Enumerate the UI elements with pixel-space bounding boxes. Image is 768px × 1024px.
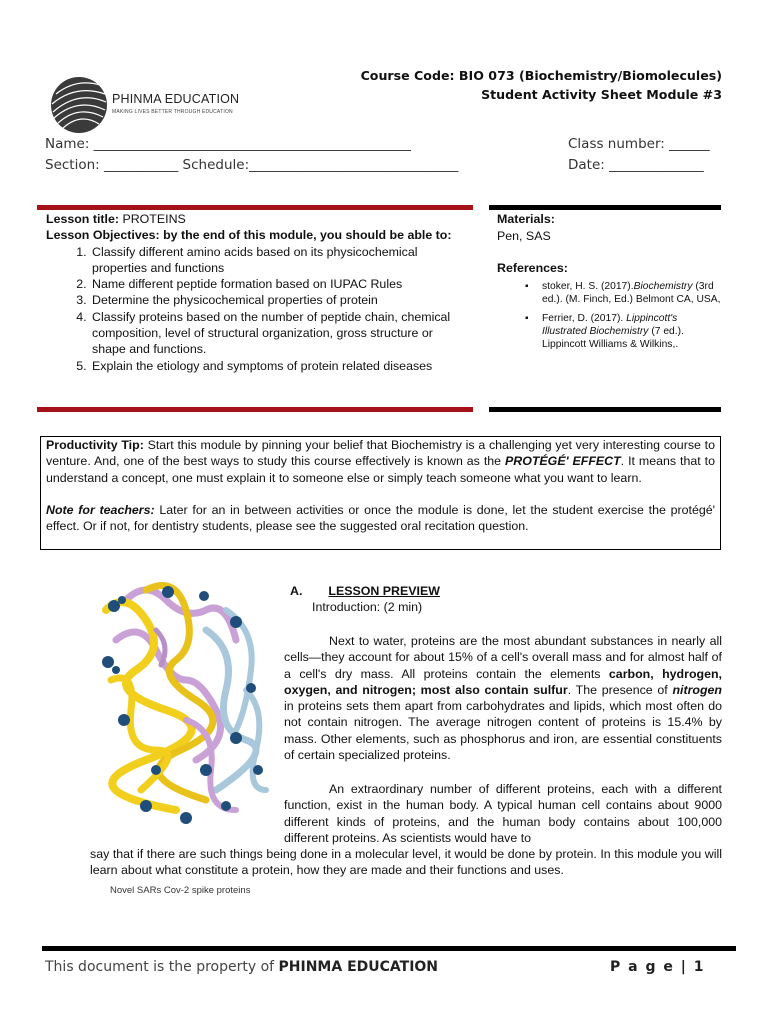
lesson-top-bar [37, 205, 473, 210]
image-caption: Novel SARs Cov-2 spike proteins [110, 885, 251, 896]
objectives-label: Lesson Objectives: by the end of this module, you should be able to: [46, 228, 452, 243]
materials-value: Pen, SAS [497, 228, 551, 243]
references-list [525, 280, 722, 351]
intro-label: Introduction: (2 min) [312, 600, 423, 614]
footer-bar [42, 946, 736, 951]
objective-item: 5. Explain the etiology and symptoms of protein related diseases [90, 358, 466, 374]
lesson-title: Lesson title: PROTEINS [46, 212, 186, 226]
paragraph-2-cont: say that if there are such things being done in a molecular level, it would be done by protein. In this module you will learn about what constitute a protein, how they are made and their functions and uses. [90, 847, 722, 878]
paragraph-2: An extraordinary number of different proteins, each with a different function, exist in the human body. A typical human cell contains about 9000 different kinds of proteins, and the human body contains about 100,000 different proteins. As scientists would have to [284, 782, 722, 845]
teacher-note: Note for teachers: Later for an in between activities or once the module is done, let the student exercise the protégé' effect. Or if not, for dentistry students, please see the suggested oral recitation question. [46, 502, 715, 534]
paragraph-1: Next to water, proteins are the most abundant substances in nearly all cells—they account for about 15% of a cell's overall mass and for almost half of a cell's dry mass. All proteins contain the elements carbon, hydrogen, oxygen, and nitrogen; most also contain sulfur. The presence of nitrogen in proteins sets them apart from carbohydrates and lipids, which most often do not contain nitrogen. The average nitrogen content of proteins is 15.4% by mass. Other elements, such as phosphorus and iron, are essential constituents of certain specialized proteins. [284, 634, 722, 763]
lesson-bottom-bar [37, 407, 473, 412]
objective-item: 1. Classify different amino acids based on its physicochemical properties and functions [90, 244, 466, 277]
materials-bottom-bar [489, 407, 721, 412]
productivity-tip-box [40, 436, 721, 550]
objectives-list [68, 244, 466, 374]
course-header [361, 66, 722, 104]
reference-item: ▪ stoker, H. S. (2017).Biochemistry (3rd ed.). (M. Finch, Ed.) Belmont CA, USA, [525, 280, 722, 306]
materials-top-bar [489, 205, 721, 210]
section-heading: A. LESSON PREVIEW [290, 584, 440, 598]
section-schedule-field[interactable]: Section: ___________ Schedule:_______________________________ [45, 157, 459, 173]
objective-item: 4. Classify proteins based on the number of peptide chain, chemical composition, level of structural organization, gross structure or shape and functions. [90, 309, 466, 358]
lesson-section [46, 211, 466, 374]
reference-item: ▪ Ferrier, D. (2017). Lippincott's Illustrated Biochemistry (7 ed.). Lippincott Williams & Wilkins,. [525, 312, 722, 351]
footer-ownership: This document is the property of PHINMA EDUCATION [45, 959, 439, 975]
spike-protein-image [86, 570, 276, 826]
page-number: P a g e | 1 [610, 959, 705, 975]
references-label: References: [497, 261, 568, 275]
objective-item: 2. Name different peptide formation based on IUPAC Rules [90, 276, 466, 292]
logo-name: PHINMA EDUCATION [112, 92, 240, 106]
materials-label: Materials: [497, 212, 555, 226]
logo-tagline: MAKING LIVES BETTER THROUGH EDUCATION [112, 109, 233, 115]
course-code: Course Code: BIO 073 (Biochemistry/Biomolecules) [360, 68, 722, 83]
class-number-field[interactable]: Class number: ______ [568, 136, 710, 152]
productivity-tip: Productivity Tip: Start this module by pinning your belief that Biochemistry is a challenging yet very interesting course to venture. And, one of the best ways to study this course effectively is known as the PROTÉGÉ' EFFECT. It means that to understand a concept, one must explain it to someone else or simply teach someone what you want to learn. [46, 438, 715, 485]
date-field[interactable]: Date: ______________ [568, 157, 704, 173]
name-field[interactable]: Name: _______________________________________________ [45, 136, 411, 152]
materials-section [497, 211, 722, 357]
objective-item: 3. Determine the physicochemical properties of protein [90, 292, 466, 308]
sheet-title: Student Activity Sheet Module #3 [481, 87, 722, 102]
